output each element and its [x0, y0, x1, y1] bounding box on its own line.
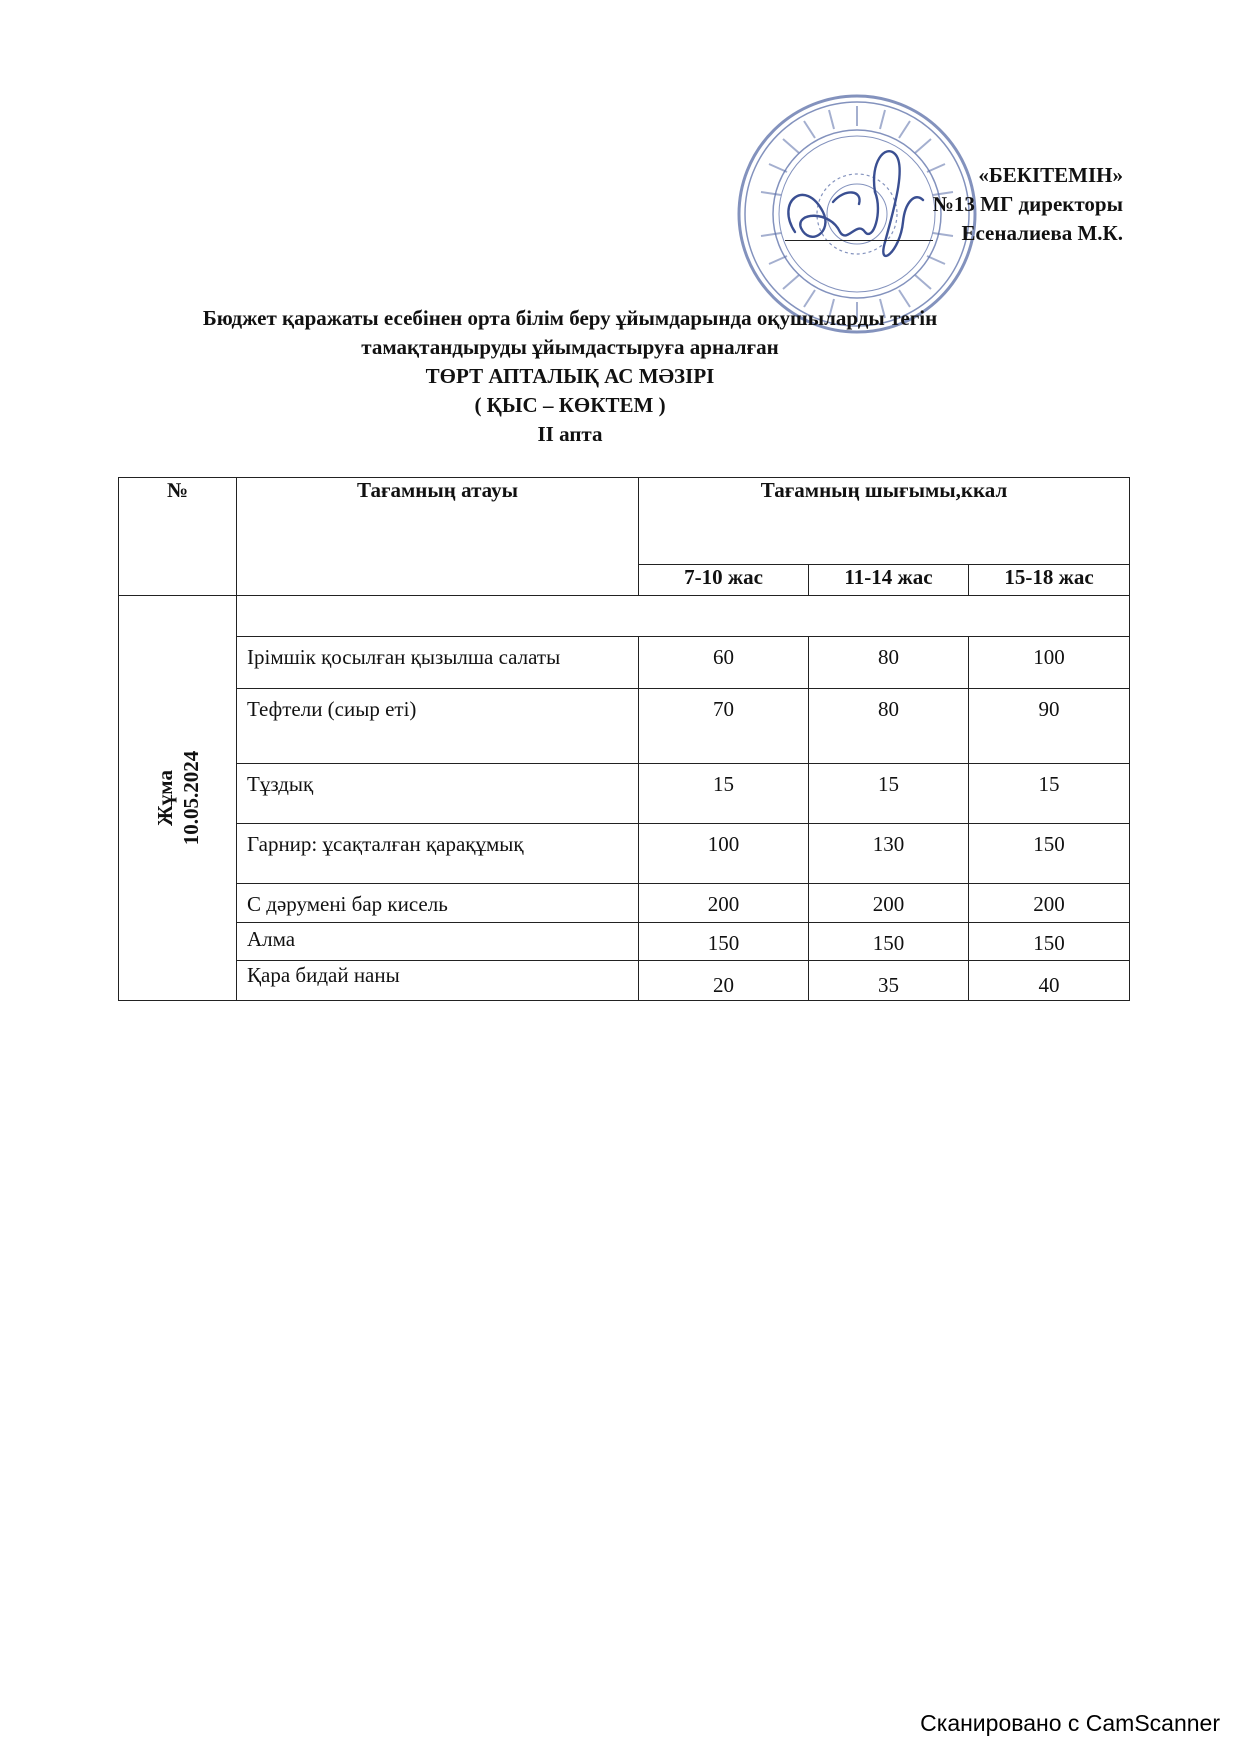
dish-name: Тефтели (сиыр еті)	[237, 689, 639, 764]
dish-name: Ірімшік қосылған қызылша салаты	[237, 637, 639, 689]
title-line-1: Бюджет қаражаты есебінен орта білім беру ұйымдарында оқушыларды тегін	[202, 306, 938, 330]
day-name: Жұма	[152, 770, 177, 826]
value-11-14: 150	[809, 923, 969, 961]
table-row	[119, 689, 1130, 764]
value-7-10: 15	[639, 764, 809, 824]
blank-cell	[237, 596, 1130, 637]
value-7-10: 200	[639, 884, 809, 923]
value-11-14: 80	[809, 637, 969, 689]
title-line-3: ТӨРТ АПТАЛЫҚ АС МӘЗІРІ	[425, 364, 715, 388]
value-15-18: 150	[969, 923, 1130, 961]
day-blank-row	[119, 596, 1130, 637]
value-11-14: 80	[809, 689, 969, 764]
header-number: №	[119, 478, 237, 596]
document-title	[120, 304, 1020, 449]
header-age-7-10: 7-10 жас	[639, 565, 809, 596]
value-7-10: 100	[639, 824, 809, 884]
value-15-18: 40	[969, 961, 1130, 1001]
table-row	[119, 923, 1130, 961]
header-dish-name: Тағамның атауы	[237, 478, 639, 596]
value-7-10: 150	[639, 923, 809, 961]
dish-name: Гарнир: ұсақталған қарақұмық	[237, 824, 639, 884]
dish-name: Алма	[237, 923, 639, 961]
menu-table	[118, 477, 1130, 1001]
approval-director-name: Есеналиева М.К.	[961, 221, 1123, 245]
value-7-10: 70	[639, 689, 809, 764]
value-11-14: 15	[809, 764, 969, 824]
approval-heading: «БЕКІТЕМІН»	[978, 163, 1123, 187]
header-age-15-18: 15-18 жас	[969, 565, 1130, 596]
day-label	[152, 751, 204, 846]
approval-position: №13 МГ директоры	[932, 192, 1123, 216]
value-15-18: 100	[969, 637, 1130, 689]
value-11-14: 35	[809, 961, 969, 1001]
table-row	[119, 637, 1130, 689]
camscanner-watermark: Сканировано с CamScanner	[920, 1710, 1220, 1736]
approval-block	[933, 161, 1123, 248]
title-line-4: ( ҚЫС – КӨКТЕМ )	[474, 393, 666, 417]
value-15-18: 200	[969, 884, 1130, 923]
value-7-10: 60	[639, 637, 809, 689]
dish-name: С дәрумені бар кисель	[237, 884, 639, 923]
table-row	[119, 884, 1130, 923]
header-output: Тағамның шығымы,ккал	[639, 478, 1130, 565]
value-15-18: 15	[969, 764, 1130, 824]
title-line-5: II апта	[537, 422, 603, 446]
header-age-11-14: 11-14 жас	[809, 565, 969, 596]
dish-name: Тұздық	[237, 764, 639, 824]
value-11-14: 200	[809, 884, 969, 923]
value-11-14: 130	[809, 824, 969, 884]
value-15-18: 90	[969, 689, 1130, 764]
value-7-10: 20	[639, 961, 809, 1001]
table-row	[119, 961, 1130, 1001]
signature-line	[785, 240, 933, 241]
dish-name: Қара бидай наны	[237, 961, 639, 1001]
table-row	[119, 824, 1130, 884]
day-date: 10.05.2024	[178, 750, 203, 846]
table-row	[119, 764, 1130, 824]
value-15-18: 150	[969, 824, 1130, 884]
header-row	[119, 478, 1130, 565]
day-cell	[119, 596, 237, 1001]
title-line-2: тамақтандыруды ұйымдастыруға арналған	[361, 335, 779, 359]
